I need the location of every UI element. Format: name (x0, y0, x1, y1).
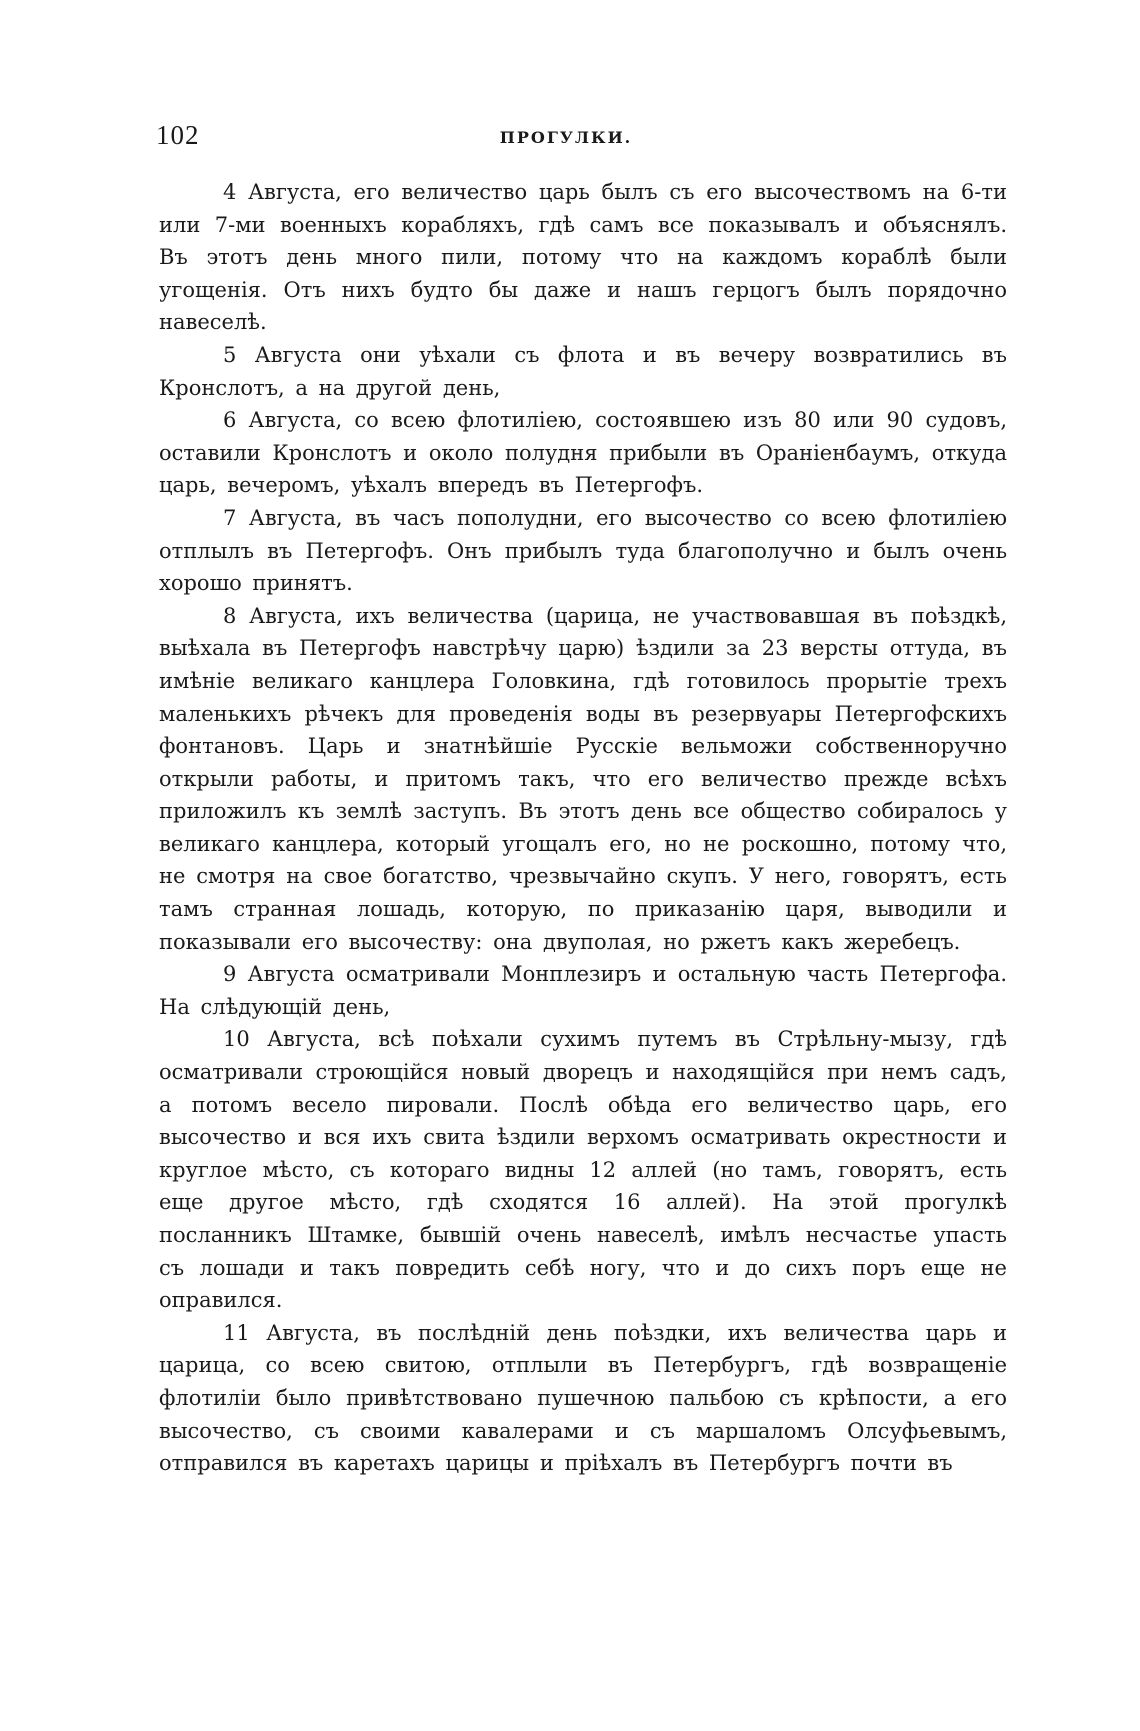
paragraph-aug-6: 6 Августа, со всею флотиліею, состоявшею изъ 80 или 90 судовъ, оставили Кронслотъ и около полудня прибыли въ Ораніенбаумъ, откуда царь, вечеромъ, уѣхалъ впередъ въ Петергофъ. (159, 408, 1007, 498)
running-title: ПРОГУЛКИ. (499, 128, 633, 147)
paragraph-aug-10: 10 Августа, всѣ поѣхали сухимъ путемъ въ Стрѣльну-мызу, гдѣ осматривали строющійся новый дворецъ и находящійся при немъ садъ, а потомъ весело пировали. Послѣ обѣда его величество царь, его высочество и вся ихъ свита ѣздили верхомъ осматривать окрестности и круглое мѣсто, съ котораго видны 12 аллей (но тамъ, говорятъ, есть еще другое мѣсто, гдѣ сходятся 16 аллей). На этой прогулкѣ посланникъ Штамке, бывшій очень навеселѣ, имѣлъ несчастье упасть съ лошади и такъ повредить себѣ ногу, что и до сихъ поръ еще не оправился. (159, 1027, 1007, 1313)
paragraph-aug-4: 4 Августа, его величество царь былъ съ его высочествомъ на 6-ти или 7-ми военныхъ корабляхъ, гдѣ самъ все показывалъ и объяснялъ. Въ этотъ день много пили, потому что на каждомъ кораблѣ были угощенія. Отъ нихъ будто бы даже и нашъ герцогъ былъ порядочно навеселѣ. (159, 180, 1007, 335)
page-number: 102 (156, 120, 200, 150)
paragraph-aug-9: 9 Августа осматривали Монплезиръ и остальную часть Петергофа. На слѣдующій день, (159, 962, 1007, 1019)
paragraph-aug-5: 5 Августа они уѣхали съ флота и въ вечеру возвратились въ Кронслотъ, а на другой день, (159, 342, 1007, 400)
paragraph-aug-11: 11 Августа, въ послѣдній день поѣздки, ихъ величества царь и царица, со всею свитою, отплыли въ Петербургъ, гдѣ возвращеніе флотиліи было привѣтствовано пушечною пальбою съ крѣпости, а его высочество, съ своими кавалерами и съ маршаломъ Олсуфьевымъ, отправился въ каретахъ царицы и пріѣхалъ въ Петербургъ почти въ (159, 1320, 1007, 1476)
body-text (159, 176, 1007, 1480)
paragraph-aug-8: 8 Августа, ихъ величества (царица, не участвовавшая въ поѣздкѣ, выѣхала въ Петергофъ навстрѣчу царю) ѣздили за 23 версты оттуда, въ имѣніе великаго канцлера Головкина, гдѣ готовилось прорытіе трехъ маленькихъ рѣчекъ для проведенія воды въ резервуары Петергофскихъ фонтановъ. Царь и знатнѣйшіе Русскіе вельможи собственноручно открыли работы, и притомъ такъ, что его величество прежде всѣхъ приложилъ къ землѣ заступъ. Въ этотъ день все общество собиралось у великаго канцлера, который угощалъ его, но не роскошно, потому что, не смотря на свое богатство, чрезвычайно скупъ. У него, говорятъ, есть тамъ странная лошадь, которую, по приказанію царя, выводили и показывали его высочеству: она двуполая, но ржетъ какъ жеребецъ. (159, 603, 1007, 954)
paragraph-aug-7: 7 Августа, въ часъ пополудни, его высочество со всею флотиліею отплылъ въ Петергофъ. Онъ прибылъ туда благополучно и былъ очень хорошо принятъ. (159, 505, 1007, 596)
page-header (156, 120, 976, 160)
